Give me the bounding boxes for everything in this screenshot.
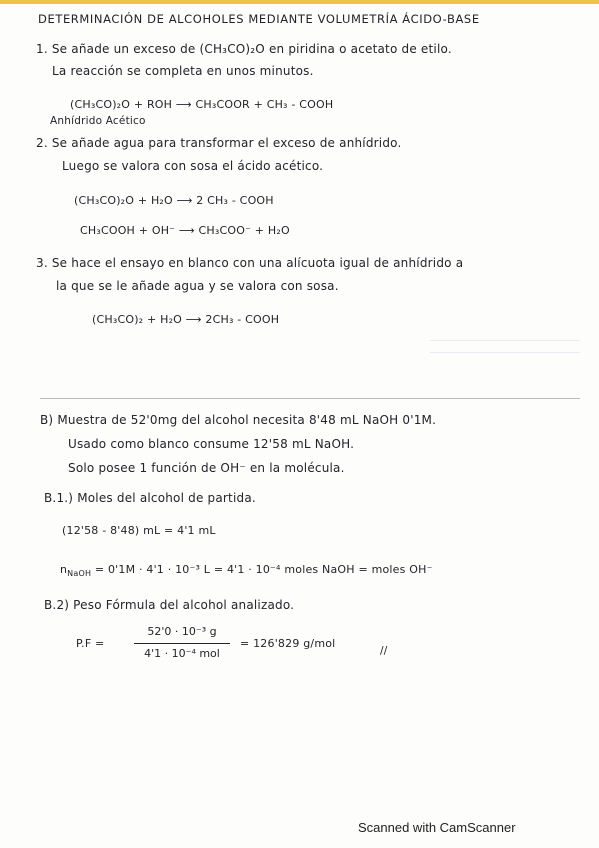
b1-heading: B.1.) Moles del alcohol de partida.	[44, 491, 256, 505]
moles-expression: = 0'1M · 4'1 · 10⁻³ L = 4'1 · 10⁻⁴ moles NaOH = moles OH⁻	[91, 563, 433, 576]
step-2-equation-1: (CH₃CO)₂O + H₂O ⟶ 2 CH₃ - COOH	[74, 194, 274, 207]
part-b-line-3: Solo posee 1 función de OH⁻ en la molécula.	[68, 461, 345, 475]
fraction-bar	[134, 643, 230, 644]
pf-fraction	[132, 625, 232, 665]
document-title: DETERMINACIÓN DE ALCOHOLES MEDIANTE VOLUMETRÍA ÁCIDO-BASE	[38, 12, 480, 26]
part-b-line-2: Usado como blanco consume 12'58 mL NaOH.	[68, 437, 355, 451]
step-1-note-anhydride: Anhídrido Acético	[50, 115, 146, 127]
pf-numerator: 52'0 · 10⁻³ g	[147, 625, 217, 638]
step-2-line-1: 2. Se añade agua para transformar el exceso de anhídrido.	[36, 136, 402, 150]
step-1-line-1: 1. Se añade un exceso de (CH₃CO)₂O en piridina o acetato de etilo.	[36, 42, 452, 56]
step-3-equation: (CH₃CO)₂ + H₂O ⟶ 2CH₃ - COOH	[92, 313, 280, 326]
step-2-line-2: Luego se valora con sosa el ácido acético.	[62, 159, 324, 173]
moles-symbol: n	[60, 563, 68, 576]
pf-label: P.F =	[76, 637, 105, 650]
pf-end-mark: //	[380, 645, 388, 657]
step-2-equation-2: CH₃COOH + OH⁻ ⟶ CH₃COO⁻ + H₂O	[80, 224, 290, 237]
step-1-line-2: La reacción se completa en unos minutos.	[52, 64, 314, 78]
part-b-line-1: B) Muestra de 52'0mg del alcohol necesita 8'48 mL NaOH 0'1M.	[40, 413, 437, 427]
bleed-through-line	[430, 352, 580, 353]
step-3-line-1: 3. Se hace el ensayo en blanco con una alícuota igual de anhídrido a	[36, 256, 464, 270]
b2-heading: B.2) Peso Fórmula del alcohol analizado.	[44, 598, 295, 612]
pf-denominator: 4'1 · 10⁻⁴ mol	[144, 647, 220, 660]
step-1-equation: (CH₃CO)₂O + ROH ⟶ CH₃COOR + CH₃ - COOH	[70, 98, 334, 111]
bleed-through-line	[430, 340, 580, 341]
step-3-line-2: la que se le añade agua y se valora con sosa.	[56, 279, 339, 293]
section-divider	[40, 398, 580, 399]
top-edge-strip	[0, 0, 599, 4]
camscanner-watermark: Scanned with CamScanner	[358, 820, 516, 835]
moles-subscript: NaOH	[67, 569, 92, 579]
b1-moles-equation	[60, 563, 433, 578]
b1-volume-equation: (12'58 - 8'48) mL = 4'1 mL	[62, 524, 216, 537]
pf-result: = 126'829 g/mol	[240, 637, 336, 650]
